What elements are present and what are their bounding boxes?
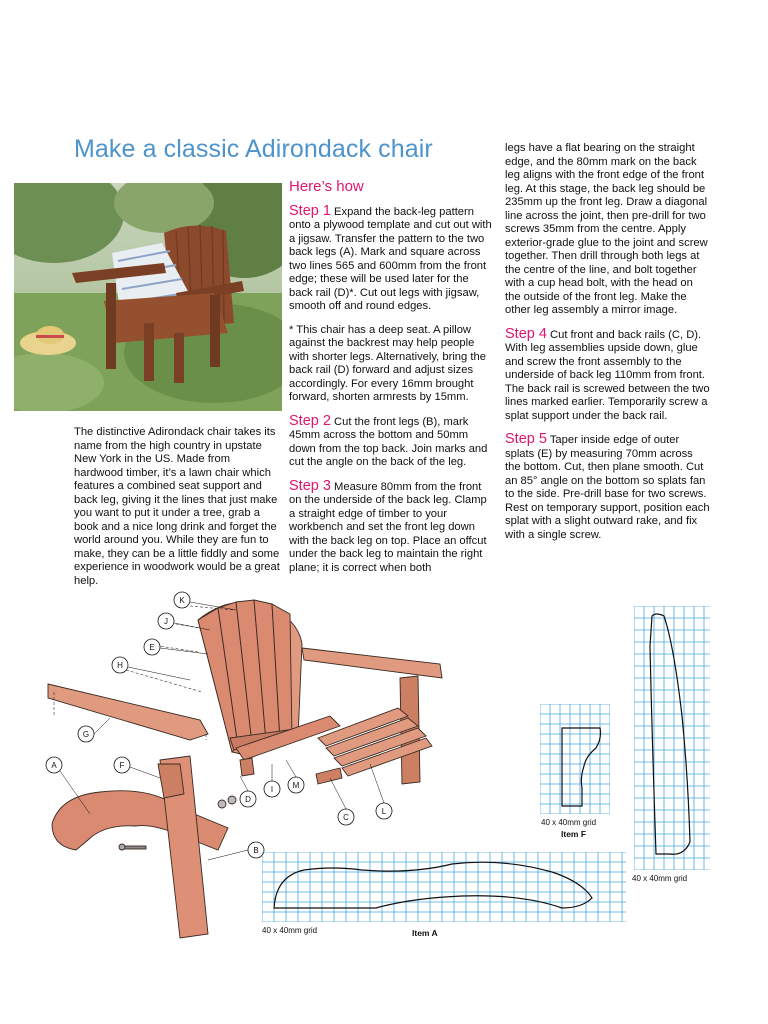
step-5 [505,433,711,542]
svg-text:I: I [270,785,274,794]
item-a-grid-label: 40 x 40mm grid [262,926,318,935]
callout-d [240,791,256,807]
callout-j [158,613,174,629]
svg-text:A: A [51,761,57,770]
svg-text:K: K [179,596,185,605]
callout-l [376,803,392,819]
step-3-text: Measure 80mm from the front on the underside of the back leg. Clamp a straight edge of timber to your workbench and set the front leg down with the back leg on top. Place an offcut under the back leg to maintain the right plane; it is correct when both [289,480,487,574]
svg-text:L: L [381,807,387,816]
svg-text:F: F [119,761,125,770]
step-2-text: Cut the front legs (B), mark 45mm across the bottom and 50mm down from the top back. Join marks and cut the angle on the back of the leg. [289,415,488,468]
steps-column [289,180,494,585]
step-2-label: Step 2 [289,412,331,429]
heres-how-heading: Here’s how [289,178,364,195]
callout-a [46,757,62,773]
svg-text:C: C [343,813,349,822]
step-1-label: Step 1 [289,202,331,219]
step-4 [505,325,711,424]
svg-text:G: G [82,730,90,739]
callout-h [112,657,128,673]
step-1 [289,202,494,314]
splat-grid-label: 40 x 40mm grid [632,874,688,883]
svg-text:E: E [149,643,155,652]
step-3 [289,477,494,576]
splat-pattern-grid [634,606,710,870]
step-5-label: Step 5 [505,431,547,447]
step-5-text: Taper inside edge of outer splats (E) by measuring 70mm across the bottom. Cut, then plane smooth. Cut an 85° angle on the bottom so splats fan to the side. Pre-drill base for two screws. Rest on temporary support, position each splat with a slight outward rake, and fix with a single screw. [505,434,710,541]
deep-seat-note: * This chair has a deep seat. A pillow against the backrest may help people with shorter legs. Alternatively, bring the back rail (D) forward and adjust sizes accordingly. For every 16mm brought forward, shorten armrests by 15mm. [289,323,486,403]
page-title: Make a classic Adirondack chair [74,135,433,163]
step-4-text: Cut front and back rails (C, D). With leg assemblies upside down, glue and screw the front assembly to the underside of back leg 110mm from front. The back rail is screwed between the two lines marked earlier. Temporarily screw a splat support under the back rail. [505,328,710,422]
item-a-label: Item A [412,928,438,938]
item-f-label: Item F [561,829,587,839]
item-f-pattern-grid [540,704,610,814]
steps-column-right [505,142,711,552]
callout-e [144,639,160,655]
step-3-continued: legs have a flat bearing on the straight edge, and the 80mm mark on the back leg aligns with the front edge of the front leg. At this stage, the back leg should be 235mm up the front leg. Draw a diagonal line across the joint, then pre-drill for two screws 35mm from the centre. Apply exterior-grade glue to the joint and screw together. Then drill through both legs at the centre of the line, and bolt together with a cup head bolt, with the head on the outside of the front leg. Make the other leg assembly a mirror image. [505,142,708,316]
svg-text:B: B [253,846,259,855]
callout-g [78,726,94,742]
item-a-pattern-grid [262,852,626,922]
callout-f [114,757,130,773]
callout-i [264,781,280,797]
step-2 [289,412,494,470]
step-4-label: Step 4 [505,325,547,342]
svg-text:H: H [117,661,123,670]
callout-m [288,777,304,793]
svg-text:D: D [245,795,251,804]
step-1-text: Expand the back-leg pattern onto a plywood template and cut out with a jigsaw. Transfer the pattern to the two back legs (A). Mark and square across two lines 565 and 600mm from the front edge; these will be used later for the back rail (D)*. Cut out legs with jigsaw, smooth off and round edges. [289,205,492,312]
item-f-grid-label: 40 x 40mm grid [541,818,597,827]
svg-text:J: J [164,617,168,626]
svg-text:M: M [292,781,300,790]
chair-photo [14,183,282,411]
intro-column [74,426,282,598]
intro-text: The distinctive Adirondack chair takes its name from the high country in upstate New York in the US. Made from hardwood timber, it’s a lawn chair which features a combined seat support and back leg, giving it the lines that just make you want to put it under a tree, grab a book and a nice long drink and forget the world around you. While they are fun to make, they can be a little fiddly and some experience in woodwork would be a great help. [74,426,280,587]
callout-c [338,809,354,825]
callout-k [174,592,190,608]
step-3-label: Step 3 [289,477,331,494]
